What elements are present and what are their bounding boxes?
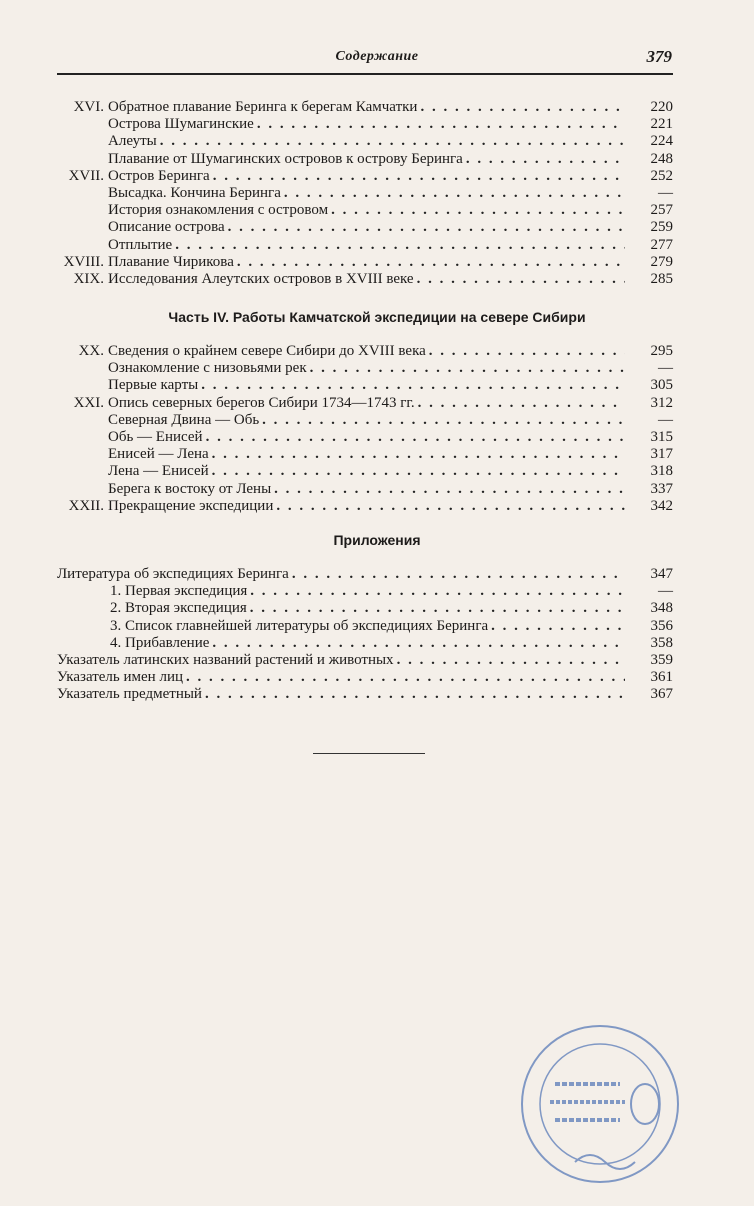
- dot-leader: [292, 566, 625, 583]
- toc-entry: [57, 377, 673, 394]
- dot-leader: [397, 652, 625, 669]
- dot-leader: [491, 618, 625, 635]
- entry-title: Указатель имен лиц: [57, 669, 183, 686]
- toc-entry: [57, 635, 673, 652]
- dot-leader: [237, 254, 625, 271]
- chapter-number: XXI.: [73, 394, 104, 411]
- entry-title: Высадка. Кончина Беринга: [108, 184, 281, 201]
- toc-part3: [57, 99, 673, 288]
- entry-title: Обратное плавание Беринга к берегам Камчатки: [108, 99, 418, 115]
- chapter-number: XX.: [78, 343, 104, 359]
- dot-leader: [250, 600, 625, 617]
- entry-page: 252: [650, 167, 673, 184]
- entry-title: Острова Шумагинские: [108, 116, 254, 133]
- entry-page: 367: [650, 686, 673, 703]
- library-stamp: [515, 1022, 685, 1192]
- dot-leader: [257, 116, 625, 133]
- dot-leader: [212, 446, 625, 463]
- entry-page: 221: [650, 116, 673, 133]
- toc-entry: [57, 583, 673, 600]
- toc-entry: [57, 271, 673, 288]
- toc-entry: [57, 686, 673, 703]
- entry-page: 248: [650, 150, 673, 167]
- entry-title: Ознакомление с низовьями рек: [108, 360, 307, 377]
- entry-title: Опись северных берегов Сибири 1734—1743 гг.: [108, 394, 415, 411]
- toc-entry: [57, 185, 673, 202]
- entry-page: 312: [650, 394, 673, 411]
- toc-entry: [57, 133, 673, 150]
- toc-entry: [57, 151, 673, 168]
- entry-page: 259: [650, 219, 673, 236]
- entry-title: 4. Прибавление: [110, 634, 210, 651]
- dot-leader: [310, 360, 625, 377]
- entry-title: Указатель латинских названий растений и животных: [57, 651, 394, 668]
- toc-entry: [57, 395, 673, 412]
- entry-title: Обь — Енисей: [108, 428, 203, 445]
- entry-title: Литература об экспедициях Беринга: [57, 566, 289, 582]
- chapter-number: XVI.: [73, 99, 104, 115]
- toc-entry: [57, 600, 673, 617]
- end-rule: [313, 753, 425, 754]
- dot-leader: [429, 343, 625, 360]
- toc-entry: [57, 463, 673, 480]
- entry-page: 356: [650, 617, 673, 634]
- chapter-number: XIX.: [73, 270, 104, 287]
- dot-leader: [276, 498, 625, 515]
- entry-title: 3. Список главнейшей литературы об экспедициях Беринга: [110, 617, 489, 634]
- chapter-number: XVII.: [68, 167, 104, 184]
- entry-page: 277: [650, 236, 673, 253]
- entry-title: Алеуты: [108, 133, 157, 150]
- toc-entry: [57, 343, 673, 360]
- entry-page: 315: [650, 428, 673, 445]
- toc-entry: [57, 202, 673, 219]
- dot-leader: [250, 583, 625, 600]
- page-number: 379: [646, 47, 672, 66]
- entry-page: 257: [650, 202, 673, 219]
- toc-entry: [57, 566, 673, 583]
- entry-title: Лена — Енисей: [108, 463, 209, 480]
- entry-page: 359: [650, 651, 673, 668]
- toc-appendix: [57, 566, 673, 704]
- entry-title: Сведения о крайнем севере Сибири до XVIII века: [108, 343, 426, 359]
- dot-leader: [331, 202, 625, 219]
- dot-leader: [417, 271, 625, 288]
- toc-entry: [57, 498, 673, 515]
- dot-leader: [228, 219, 625, 236]
- toc-entry: [57, 99, 673, 116]
- appendix-heading: Приложения: [333, 532, 421, 548]
- toc-part4: [57, 343, 673, 515]
- toc-entry: [57, 652, 673, 669]
- toc-entry: [57, 116, 673, 133]
- entry-title: Указатель предметный: [57, 686, 202, 703]
- toc-entry: [57, 618, 673, 635]
- dot-leader: [466, 151, 625, 168]
- dot-leader: [160, 133, 625, 150]
- entry-page: 279: [650, 253, 673, 270]
- part4-heading: Часть IV. Работы Камчатской экспедиции на севере Сибири: [168, 309, 586, 325]
- entry-page: 348: [650, 600, 673, 617]
- entry-page: —: [658, 583, 673, 600]
- running-title: Содержание: [335, 49, 419, 64]
- entry-page: 347: [650, 566, 673, 582]
- chapter-number: XXII.: [68, 497, 104, 514]
- entry-page: 361: [650, 669, 673, 686]
- dot-leader: [284, 185, 625, 202]
- header-rule: [57, 73, 673, 75]
- entry-title: 1. Первая экспедиция: [110, 583, 248, 600]
- toc-entry: [57, 669, 673, 686]
- entry-page: —: [658, 184, 673, 201]
- toc-entry: [57, 412, 673, 429]
- entry-title: Прекращение экспедиции: [108, 497, 274, 514]
- entry-page: 358: [650, 634, 673, 651]
- dot-leader: [186, 669, 625, 686]
- entry-page: 295: [650, 343, 673, 359]
- entry-title: Берега к востоку от Лены: [108, 480, 272, 497]
- entry-title: 2. Вторая экспедиция: [110, 600, 247, 617]
- dot-leader: [201, 377, 625, 394]
- entry-page: 220: [650, 99, 673, 115]
- entry-title: Первые карты: [108, 377, 199, 394]
- entry-title: Описание острова: [108, 219, 225, 236]
- entry-page: 305: [650, 377, 673, 394]
- toc-entry: [57, 219, 673, 236]
- dot-leader: [212, 463, 625, 480]
- entry-page: 224: [650, 133, 673, 150]
- entry-title: История ознакомления с островом: [108, 202, 329, 219]
- dot-leader: [262, 412, 625, 429]
- toc-entry: [57, 429, 673, 446]
- dot-leader: [205, 686, 625, 703]
- dot-leader: [420, 99, 625, 116]
- entry-title: Плавание Чирикова: [108, 253, 234, 270]
- dot-leader: [206, 429, 625, 446]
- entry-page: 285: [650, 270, 673, 287]
- stamp-seal-icon: [515, 1022, 685, 1187]
- entry-page: 337: [650, 480, 673, 497]
- dot-leader: [418, 395, 625, 412]
- entry-title: Остров Беринга: [108, 167, 210, 184]
- entry-title: Енисей — Лена: [108, 446, 209, 463]
- entry-page: 318: [650, 463, 673, 480]
- entry-page: —: [658, 411, 673, 428]
- dot-leader: [212, 635, 625, 652]
- entry-title: Северная Двина — Обь: [108, 411, 260, 428]
- dot-leader: [213, 168, 625, 185]
- chapter-number: XVIII.: [63, 253, 104, 270]
- toc-entry: [57, 481, 673, 498]
- entry-title: Плавание от Шумагинских островов к острову Беринга: [108, 150, 463, 167]
- entry-title: Отплытие: [108, 236, 173, 253]
- toc-entry: [57, 254, 673, 271]
- entry-page: 317: [650, 446, 673, 463]
- dot-leader: [175, 237, 625, 254]
- entry-page: 342: [650, 497, 673, 514]
- toc-entry: [57, 168, 673, 185]
- entry-page: —: [658, 360, 673, 377]
- entry-title: Исследования Алеутских островов в XVIII веке: [108, 270, 414, 287]
- toc-entry: [57, 360, 673, 377]
- toc-entry: [57, 237, 673, 254]
- dot-leader: [274, 481, 625, 498]
- toc-entry: [57, 446, 673, 463]
